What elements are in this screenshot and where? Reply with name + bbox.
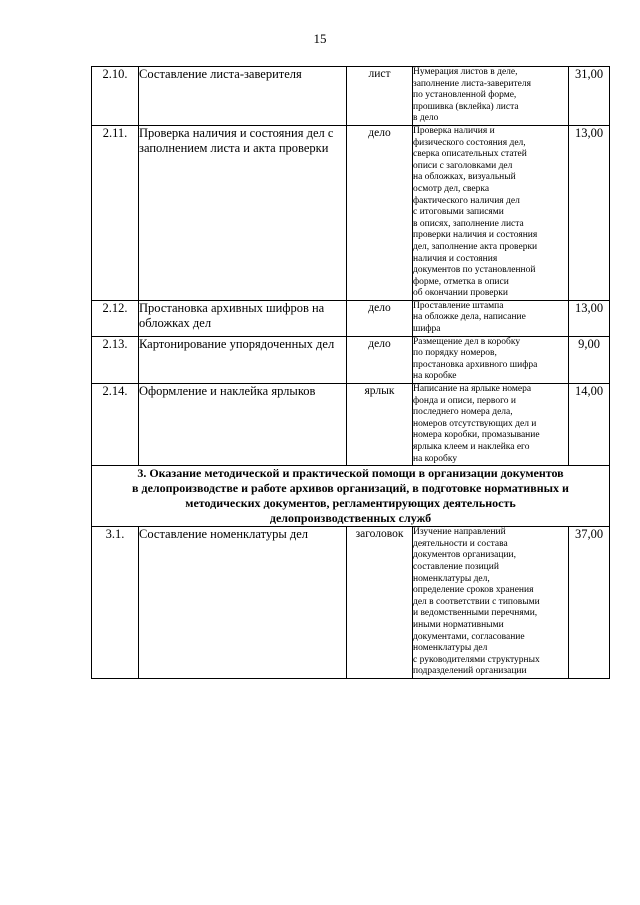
table-row	[92, 527, 610, 679]
description-line: заполнение листа-заверителя	[413, 78, 531, 89]
row-unit: лист	[347, 67, 413, 126]
description-line: на обложке дела, написание	[413, 312, 526, 323]
description-line: дел, заполнение акта проверки	[413, 241, 538, 252]
section-header-row	[92, 466, 610, 527]
row-name: Оформление и наклейка ярлыков	[139, 384, 347, 466]
section-title	[92, 466, 610, 527]
description-line: проверки наличия и состояния	[413, 230, 538, 241]
row-description	[413, 384, 569, 466]
description-line: ярлыка клеем и наклейка его	[413, 442, 530, 452]
description-line: Размещение дел в коробку	[413, 336, 521, 347]
description-line: номера коробки, промазывание	[413, 430, 540, 441]
row-value: 31,00	[569, 67, 610, 126]
section-title-line: 3. Оказание методической и практической помощи в организации документов	[137, 466, 564, 481]
description-line: на обложках, визуальный	[413, 172, 516, 183]
description-line: подразделений организации	[413, 666, 527, 677]
row-number: 2.14.	[92, 384, 139, 466]
row-unit: дело	[347, 125, 413, 300]
description-line: шифра	[413, 324, 441, 335]
row-number: 3.1.	[92, 527, 139, 679]
description-line: фактического наличия дел	[413, 195, 520, 206]
description-line: дел в соответствии с типовыми	[413, 596, 540, 607]
description-line: документов организации,	[413, 550, 517, 561]
row-number: 2.12.	[92, 300, 139, 336]
description-line: описи с заголовками дел	[413, 160, 513, 171]
description-line: определение сроков хранения	[413, 585, 534, 596]
row-description	[413, 527, 569, 679]
row-value: 9,00	[569, 336, 610, 383]
row-value: 37,00	[569, 527, 610, 679]
row-number: 2.10.	[92, 67, 139, 126]
services-table	[91, 66, 610, 679]
description-line: форме, отметка в описи	[413, 276, 509, 287]
description-line: по установленной форме,	[413, 90, 517, 101]
page-number: 15	[313, 31, 327, 46]
description-line: осмотр дел, сверка	[413, 183, 490, 194]
description-line: простановка архивного шифра	[413, 359, 538, 370]
row-unit: дело	[347, 336, 413, 383]
description-line: номенклатуры дел	[413, 643, 488, 654]
row-unit: заголовок	[347, 527, 413, 679]
description-line: составление позиций	[413, 561, 499, 572]
table-row	[92, 384, 610, 466]
description-line: с руководителями структурных	[413, 654, 540, 665]
row-description	[413, 300, 569, 336]
description-line: деятельности и состава	[413, 538, 508, 549]
description-line: документами, согласование	[413, 631, 525, 642]
row-value: 14,00	[569, 384, 610, 466]
row-value: 13,00	[569, 125, 610, 300]
description-line: Проверка наличия и	[413, 125, 495, 136]
table-row	[92, 300, 610, 336]
table-row	[92, 67, 610, 126]
row-value: 13,00	[569, 300, 610, 336]
row-description	[413, 125, 569, 300]
section-title-line: делопроизводственных служб	[269, 511, 432, 526]
row-description	[413, 336, 569, 383]
description-line: Написание на ярлыке номера	[413, 384, 532, 395]
description-line: последнего номера дела,	[413, 407, 513, 418]
description-line: в дело	[413, 113, 439, 124]
description-line: в описях, заполнение листа	[413, 218, 524, 229]
description-line: номенклатуры дел,	[413, 573, 490, 584]
description-line: документов по установленной	[413, 265, 536, 276]
row-unit: дело	[347, 300, 413, 336]
description-line: физического состояния дел,	[413, 137, 526, 148]
description-line: по порядку номеров,	[413, 348, 497, 359]
section-title-line: методических документов, регламентирующих деятельность	[185, 496, 516, 511]
row-name: Проверка наличия и состояния дел с заполнением листа и акта проверки	[139, 125, 347, 300]
section-title-line: в делопроизводстве и работе архивов организаций, в подготовке нормативных и	[132, 481, 569, 496]
description-line: Нумерация листов в деле,	[413, 67, 518, 77]
table-row	[92, 336, 610, 383]
row-name: Составление номенклатуры дел	[139, 527, 347, 679]
row-description	[413, 67, 569, 126]
table-row	[92, 125, 610, 300]
description-line: Изучение направлений	[413, 527, 506, 538]
description-line: и ведомственными перечнями,	[413, 608, 538, 619]
description-line: фонда и описи, первого и	[413, 395, 516, 406]
description-line: об окончании проверки	[413, 288, 508, 299]
description-line: наличия и состояния	[413, 253, 498, 264]
description-line: на коробке	[413, 371, 457, 382]
row-number: 2.11.	[92, 125, 139, 300]
row-name: Картонирование упорядоченных дел	[139, 336, 347, 383]
row-number: 2.13.	[92, 336, 139, 383]
row-name: Составление листа-заверителя	[139, 67, 347, 126]
description-line: номеров отсутствующих дел и	[413, 418, 537, 429]
description-line: с итоговыми записями	[413, 207, 504, 218]
description-line: на коробку	[413, 453, 458, 464]
description-line: прошивка (вклейка) листа	[413, 101, 519, 112]
description-line: Проставление штампа	[413, 300, 504, 311]
row-name: Простановка архивных шифров на обложках дел	[139, 300, 347, 336]
description-line: иными нормативными	[413, 619, 504, 630]
row-unit: ярлык	[347, 384, 413, 466]
description-line: сверка описательных статей	[413, 149, 527, 160]
